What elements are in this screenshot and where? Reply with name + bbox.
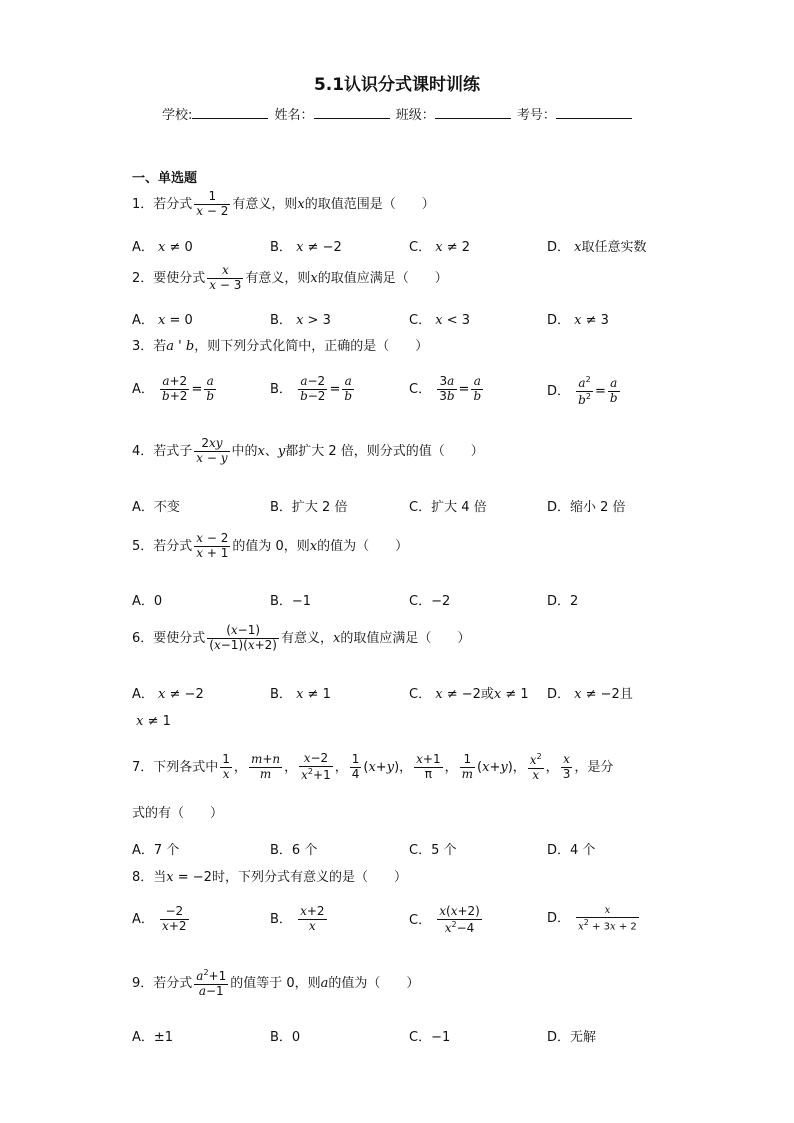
q2-fraction: $\frac{x}{x - 3}$ xyxy=(209,263,242,292)
q4-fraction: $\frac{2xy}{x - y}$ xyxy=(196,436,228,465)
q2-text-2: 的取值应满足（ ） xyxy=(317,270,448,286)
q5-option-c[interactable]: C．−2 xyxy=(409,594,451,609)
q3-prefix: 3．若 xyxy=(132,339,167,354)
question-3: 3．若a ' b，则下列分式化简中，正确的是（ ） xyxy=(132,339,429,354)
q7-option-c[interactable]: C．5 个 xyxy=(409,843,457,858)
q6-text-2: 的取值应满足（ ） xyxy=(340,630,471,646)
q6-option-a[interactable]: A． x ≠ −2 xyxy=(132,687,204,702)
q1-option-b[interactable]: B． x ≠ −2 xyxy=(270,240,342,255)
question-8: 8．当x = −2时，下列分式有意义的是（ ） xyxy=(132,870,407,885)
class-label: 班级： xyxy=(395,108,435,123)
question-2: 2．要使分式 $\frac{x}{x - 3}$ 有意义，则x的取值应满足（ ） xyxy=(132,263,448,292)
q3-option-a[interactable]: A． $\frac{a+2}{b+2}$ = $\frac{a}{b}$ xyxy=(132,374,215,403)
question-7: 7．下列各式中 $\frac{1}{x}$ ， $\frac{m+n}{m}$ ， $\frac{x-2}{x^2+1}$ ， $\frac{1}{4}$ (x+y)， $\frac{x+1}{\pi}$ ， $\frac{1}{m}$ (x+y)， $\frac{x^2}{x}$ ， $\frac{x}{3}$ ，是分 xyxy=(132,751,614,782)
section-heading: 一、单选题 xyxy=(132,171,198,186)
q5-fraction: $\frac{x - 2}{x + 1}$ xyxy=(196,531,229,560)
q1-fraction: $\frac{1}{x - 2}$ xyxy=(196,189,229,218)
q6-option-b[interactable]: B． x ≠ 1 xyxy=(270,687,331,702)
q2-option-a[interactable]: A． x = 0 xyxy=(132,313,193,328)
number-label: 考号： xyxy=(516,108,556,123)
q5-option-d[interactable]: D．2 xyxy=(547,594,579,609)
q6-option-d[interactable]: D． x ≠ −2且 xyxy=(547,687,633,702)
q1-option-d[interactable]: D． x取任意实数 xyxy=(547,240,647,255)
q9-text: 的值等于 0，则 xyxy=(230,975,321,991)
q4-option-d[interactable]: D．缩小 2 倍 xyxy=(547,500,626,515)
class-blank[interactable] xyxy=(435,106,511,119)
q9-option-d[interactable]: D．无解 xyxy=(547,1030,597,1045)
q2-option-d[interactable]: D． x ≠ 3 xyxy=(547,313,609,328)
q6-fraction: $\frac{(x-1)}{(x-1)(x+2)}$ xyxy=(209,623,277,652)
q9-prefix: 9．若分式 xyxy=(132,975,193,991)
q9-option-b[interactable]: B．0 xyxy=(270,1030,301,1045)
q9-option-c[interactable]: C．−1 xyxy=(409,1030,451,1045)
q8-text: 时，下列分式有意义的是（ ） xyxy=(211,870,407,885)
q4-text-3: 都扩大 2 倍，则分式的值（ ） xyxy=(285,443,484,459)
question-1: 1．若分式 $\frac{1}{x - 2}$ 有意义，则x的取值范围是（ ） xyxy=(132,189,435,218)
q8-option-a[interactable]: A． $\frac{-2}{x+2}$ xyxy=(132,904,187,933)
q8-option-b[interactable]: B． $\frac{x+2}{x}$ xyxy=(270,904,325,933)
question-5: 5．若分式 $\frac{x - 2}{x + 1}$ 的值为 0，则x的值为（ ） xyxy=(132,531,409,560)
school-label: 学校: xyxy=(162,108,193,123)
question-7-line-2: 式的有（ ） xyxy=(132,806,224,821)
q5-text-2: 的值为（ ） xyxy=(317,538,409,554)
q4-option-b[interactable]: B．扩大 2 倍 xyxy=(270,500,348,515)
q8-option-d[interactable]: D． $\frac{x}{x^2 + 3x + 2}$ xyxy=(547,905,637,932)
question-6: 6．要使分式 $\frac{(x-1)}{(x-1)(x+2)}$ 有意义，x的取值应满足（ ） xyxy=(132,623,471,652)
q2-text: 有意义，则 xyxy=(245,270,311,286)
q4-text: 中的 xyxy=(231,443,258,459)
q1-option-c[interactable]: C． x ≠ 2 xyxy=(409,240,470,255)
q7-option-b[interactable]: B．6 个 xyxy=(270,843,318,858)
q5-option-b[interactable]: B．−1 xyxy=(270,594,312,609)
q4-prefix: 4．若式子 xyxy=(132,443,193,459)
q6-option-c[interactable]: C． x ≠ −2或x ≠ 1 xyxy=(409,687,529,702)
q1-text: 有意义，则 xyxy=(232,196,298,212)
q2-prefix: 2．要使分式 xyxy=(132,270,206,286)
q1-text-2: 的取值范围是（ ） xyxy=(304,196,435,212)
q3-option-b[interactable]: B． $\frac{a-2}{b-2}$ = $\frac{a}{b}$ xyxy=(270,374,353,403)
q1-option-a[interactable]: A． x ≠ 0 xyxy=(132,240,193,255)
q8-option-c[interactable]: C． $\frac{x(x+2)}{x^2-4}$ xyxy=(409,904,480,935)
name-label: 姓名： xyxy=(274,108,314,123)
name-blank[interactable] xyxy=(314,106,390,119)
number-blank[interactable] xyxy=(556,106,632,119)
q5-option-a[interactable]: A．0 xyxy=(132,594,163,609)
school-blank[interactable] xyxy=(192,106,268,119)
q9-text-2: 的值为（ ） xyxy=(328,975,420,991)
q7-prefix: 7．下列各式中 xyxy=(132,759,219,775)
q2-option-b[interactable]: B． x > 3 xyxy=(270,313,331,328)
q5-prefix: 5．若分式 xyxy=(132,538,193,554)
student-info-line xyxy=(162,104,634,123)
page-title: 5.1认识分式课时训练 xyxy=(313,75,481,95)
q9-fraction: $\frac{a^2+1}{a-1}$ xyxy=(196,968,227,998)
q1-prefix: 1．若分式 xyxy=(132,196,193,212)
q2-option-c[interactable]: C． x < 3 xyxy=(409,313,470,328)
q3-option-d[interactable]: D． $\frac{a^2}{b^2}$ = $\frac{a}{b}$ xyxy=(547,375,618,407)
q3-option-c[interactable]: C． $\frac{3a}{3b}$ = $\frac{a}{b}$ xyxy=(409,374,482,403)
q7-option-d[interactable]: D．4 个 xyxy=(547,843,596,858)
q8-prefix: 8．当 xyxy=(132,870,167,885)
q9-option-a[interactable]: A．±1 xyxy=(132,1030,174,1045)
q6-text: 有意义， xyxy=(280,630,333,646)
q3-text: ，则下列分式化简中，正确的是（ ） xyxy=(194,339,429,354)
q7-text: ，是分 xyxy=(574,759,614,775)
q6-option-d-continued: x ≠ 1 xyxy=(136,714,171,729)
q4-option-a[interactable]: A．不变 xyxy=(132,500,180,515)
q5-text: 的值为 0，则 xyxy=(232,538,310,554)
question-9: 9．若分式 $\frac{a^2+1}{a-1}$ 的值等于 0，则a的值为（ ） xyxy=(132,968,420,998)
q7-option-a[interactable]: A．7 个 xyxy=(132,843,180,858)
q6-prefix: 6．要使分式 xyxy=(132,630,206,646)
q4-option-c[interactable]: C．扩大 4 倍 xyxy=(409,500,487,515)
question-4: 4．若式子 $\frac{2xy}{x - y}$ 中的x、y都扩大 2 倍，则分式的值（ ） xyxy=(132,436,484,465)
